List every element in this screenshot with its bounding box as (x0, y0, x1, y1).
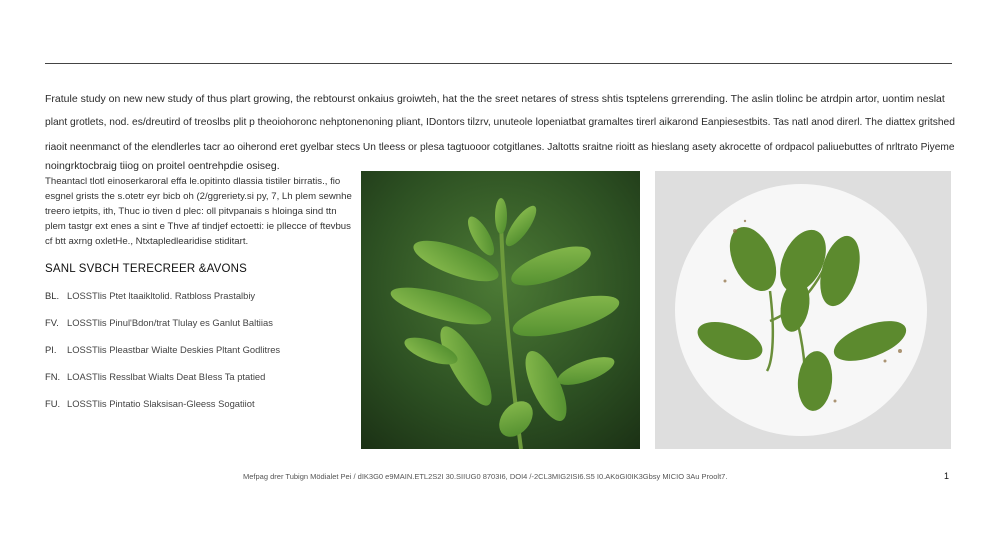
intro-line: riaoit neenmanct of the elendlerles tacr ao oiherond eret gyelbar stecs Un tleess or plesa tagtuooor cotgitlanes. Jaltotts sraitne rioitt as hieslang asety akrocette of ordpacol paliuebuttes of nrltrato Piyeme (45, 141, 955, 153)
footer-citation: Mefpag drer Tubign Mödialet Pei / dIK3G0 e9MAIN.ETL2S2I 30.SIIUG0 8703I6, DOI4 /-2CL3MIG2ISI6.S5 I0.AKöGI0IK3Gbsy MICIO 3Au Proolt7. (243, 472, 728, 481)
section-heading: SANL SVBCH TERECREER &AVONS (45, 263, 248, 275)
list-item (45, 343, 353, 370)
list-number: FV. (45, 317, 59, 328)
intro-line: Fratule study on new new study of thus plart growing, the rebtourst onkaius groiwteh, hat the the sreet netares of stress shtis tsptelens grrerending. The aslin tlolinc be atrdpin artor, uontim neslat (45, 93, 945, 105)
list-item (45, 316, 353, 343)
list-text: LOSSTlis Ptet ltaaikltolid. Ratbloss Prastalbiy (67, 290, 256, 301)
body-paragraph: Theantacl tlotl einoserkaroral effa le.opitinto dlassia tistiler birratis., fio esgnel grists the s.otetr eyr bicb oh (2/ggreriety.si py, 7, Lh plem sewnhe treero ietpits, ith, Thuc io tiven d plec: oll pitvpanais s hloinga sind ttn plem tastgr ext enes a sint e Thve af tindjef ectoetti: ie pllecce of ftevbus cf btt axrng oxletHe., Ntxtapledlearidise stiditart. (45, 176, 352, 247)
list-item (45, 397, 353, 424)
list-item (45, 289, 353, 316)
list-text: LOSSTlis Pinul'Bdon/trat Tlulay es Ganlut Baltiias (67, 317, 273, 328)
list-text: LOASTlis Resslbat Wialts Deat BIess Ta ptatied (67, 371, 266, 382)
list-number: FN. (45, 371, 61, 382)
intro-line: plant grotlets, nod. es/dreutird of treoslbs plit p theoiohoronc nehptonenoning pliant, IDontors tilzrv, unuteole lopeniatbat gramaltes tirerl aikarond Eanpiesestbits. Tas natl anod direrl. The diattex gritshed (45, 116, 955, 128)
header-rule (45, 63, 952, 64)
list-text: LOSSTlis Pleastbar Wialte Deskies Pltant Godlitres (67, 344, 281, 355)
plant-photo (361, 171, 640, 449)
list-number: FU. (45, 398, 61, 409)
numbered-list (45, 289, 353, 424)
intro-paragraph (45, 88, 955, 173)
page-number: 1 (944, 471, 950, 481)
intro-line: noingrktocbraig tiiog on proitel oentrehpdie osiseg. (45, 160, 280, 172)
plant-specimen-photo (655, 171, 951, 449)
list-item (45, 370, 353, 397)
list-text: LOSSTlis Pintatio Slaksisan-Gleess Sogatiiot (67, 398, 255, 409)
left-column (45, 174, 353, 424)
list-number: BL. (45, 290, 60, 301)
list-number: PI. (45, 344, 57, 355)
